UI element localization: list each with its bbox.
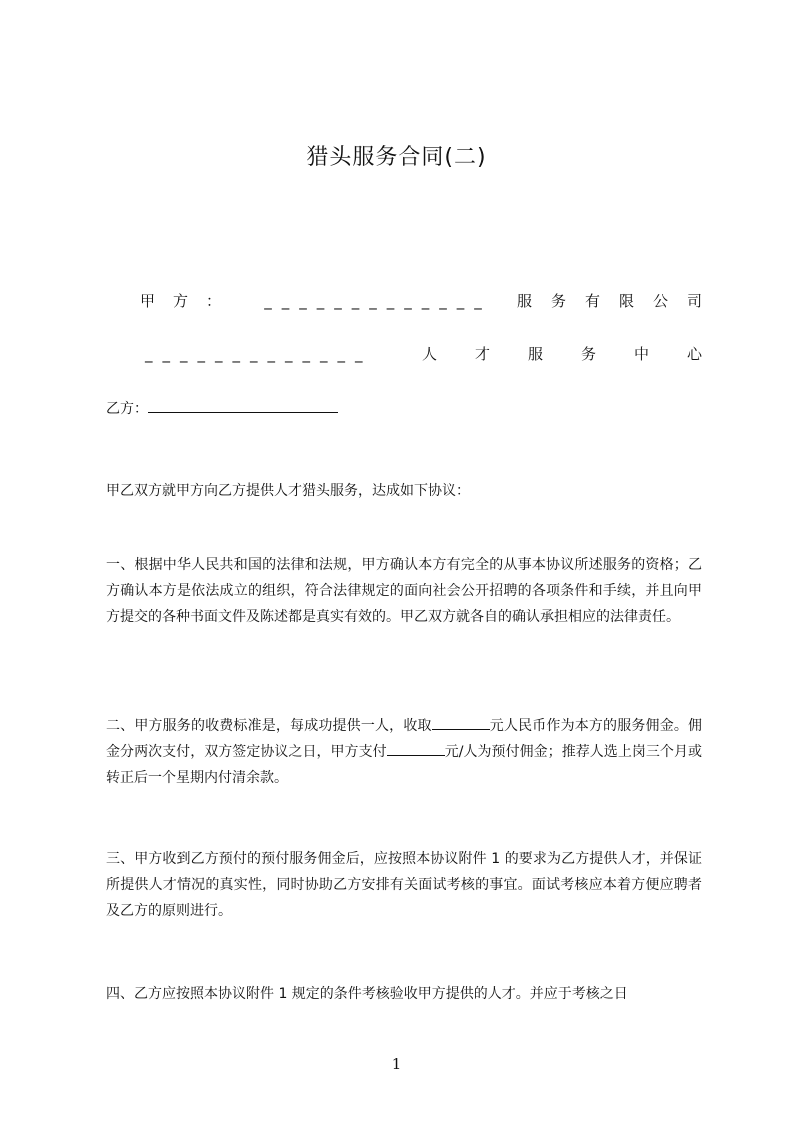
page-number: 1 [391, 1055, 402, 1073]
clause-1: 一、根据中华人民共和国的法律和法规，甲方确认本方有完全的从事本协议所述服务的资格；乙方确认本方是依法成立的组织，符合法律规定的面向社会公开招聘的各项条件和手续，并且向甲方提交的各种书面文件及陈述都是真实有效的。甲乙双方就各自的确认承担相应的法律责任。 [106, 557, 702, 625]
party-a-line-1 [140, 290, 721, 311]
clause-4: 四、乙方应按照本协议附件 1 规定的条件考核验收甲方提供的人才。并应于考核之日 [106, 986, 628, 1002]
party-a-suffix-2: 人才服务中心 [421, 345, 740, 363]
party-a-blank-1: _____________ [264, 292, 492, 310]
party-a-blank-2: _____________ [145, 345, 373, 363]
document-title: 猎头服务合同(二) [306, 145, 487, 170]
clause-2-part-1: 二、甲方服务的收费标准是，每成功提供一人，收取 [106, 718, 432, 734]
clause-2-part-3: 元/人为预付佣金；推荐人选上岗三个月或转正后一个星期内付清余款。 [106, 744, 702, 786]
fee-blank [432, 715, 490, 730]
prepay-blank [387, 741, 445, 756]
clause-3: 三、甲方收到乙方预付的预付服务佣金后，应按照本协议附件 1 的要求为乙方提供人才，并保证所提供人才情况的真实性，同时协助乙方安排有关面试考核的事宜。面试考核应本着方便应聘者及乙方的原则进行。 [106, 851, 702, 919]
intro-paragraph: 甲乙双方就甲方向乙方提供人才猎头服务，达成如下协议： [106, 483, 470, 499]
party-a-label: 甲方： [140, 292, 240, 310]
party-b-label: 乙方： [106, 401, 148, 417]
clause-2 [106, 713, 702, 791]
party-a-suffix-1: 服务有限公司 [516, 292, 721, 310]
party-b-line [106, 398, 338, 418]
party-a-line-2 [145, 343, 740, 364]
party-b-blank [148, 398, 338, 413]
clause-2-part-2: 元人民币作为本方的服务佣金。佣金分两次支付，双方签定协议之日，甲方支付 [106, 718, 703, 760]
